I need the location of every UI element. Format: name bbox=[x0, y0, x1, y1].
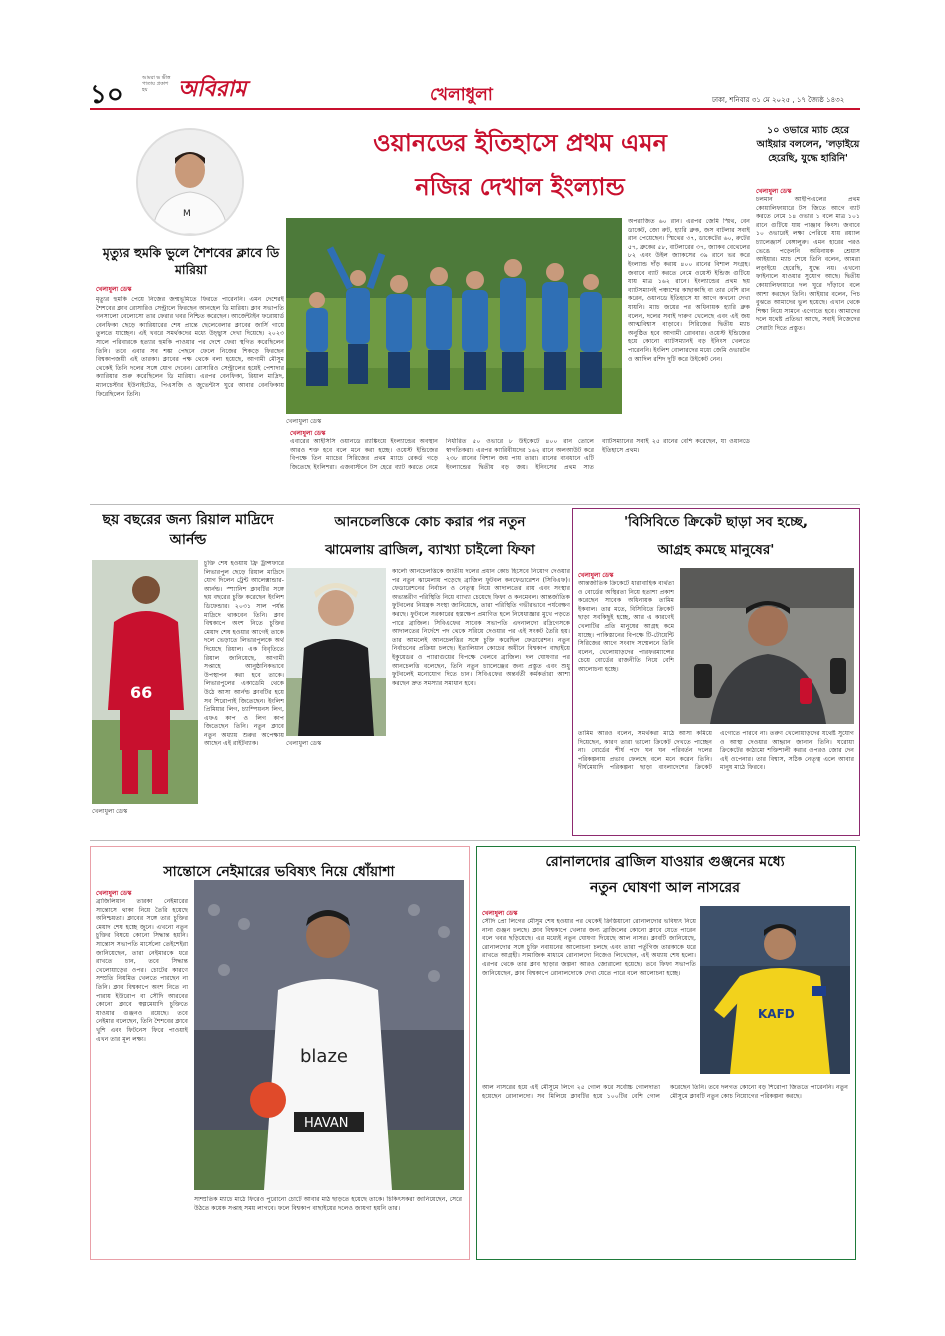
arnold-photo bbox=[92, 560, 198, 804]
tamim-photo bbox=[680, 568, 854, 724]
svg-text:blaze: blaze bbox=[300, 1046, 348, 1067]
dimaria-headline: মৃত্যুর হুমকি ভুলে শৈশবের ক্লাবে ডি মারিয়া bbox=[102, 245, 280, 277]
bcb-headline-line1: 'বিসিবিতে ক্রিকেট ছাড়া সব হচ্ছে, bbox=[624, 514, 808, 530]
ronaldo-body: সৌদি প্রো লিগের মৌসুম শেষ হওয়ার পর থেকেই ক্রিস্তিয়ানো রোনালদোর ভবিষ্যৎ নিয়ে নানা গুঞ্জন চলছে। ক্লাব বিশ্বকাপে খেলার জন্য ব্রাজিলের কোনো ক্লাবে যেতে পারেন বলে খবর ছড়িয়েছে। এর মধ্যেই নতুন ঘোষণা দিয়েছে আল নাসর। ক্লাবটি জানিয়েছে, রোনালদোর সঙ্গে চুক্তি নবায়নের আলোচনা চলছে এবং তারা পর্তুগিজ তারকাকে ধরে রাখতে আগ্রহী। সামাজিক মাধ্যমে রোনালদো নিজেও লিখেছেন, এই অধ্যায় শেষ হলো। এরপর থেকে তার ক্লাব ছাড়ার জল্পনা আরও জোরালো হয়েছে। তবে ফিফা সভাপতি জানিয়েছেন, ক্লাব বিশ্বকাপে রোনালদোকে দেখা যেতে পারে বলে আলোচনা হচ্ছে। bbox=[482, 918, 696, 977]
bcb-byline: খেলাধুলা ডেস্ক bbox=[578, 572, 614, 579]
arnold-body: চুক্তি শেষ হওয়ায় ফ্রি ট্রান্সফারে লিভারপুল ছেড়ে রিয়াল মাদ্রিদে যোগ দিলেন ট্রেন্ট আলেক্সান্ডার-আর্নল্ড। স্প্যানিশ ক্লাবটির সঙ্গে ছয় বছরের চুক্তি করেছেন ইংলিশ ডিফেন্ডার। ২০৩১ সাল পর্যন্ত মাদ্রিদে থাকবেন তিনি। ক্লাব বিশ্বকাপে অংশ নিতে চুক্তির মেয়াদ শেষ হওয়ার আগেই তাকে দলে ভেড়াতে লিভারপুলকে অর্থ দিয়েছে রিয়াল। এক বিবৃতিতে রিয়াল জানিয়েছে, আগামী সপ্তাহে আনুষ্ঠানিকভাবে উপস্থাপন করা হবে তাকে। লিভারপুলের একাডেমি থেকে উঠে আসা আর্নল্ড ক্লাবটির হয়ে সব শিরোপাই জিতেছেন। ইংলিশ প্রিমিয়ার লিগ, চ্যাম্পিয়নস লিগ, এফএ কাপ ও লিগ কাপ জিতেছেন তিনি। নতুন ক্লাবে নতুন অধ্যায় শুরুর অপেক্ষায় আছেন এই রাইটব্যাক। bbox=[204, 560, 284, 748]
england-headline-line1: ওয়ানডের ইতিহাসে প্রথম এমন bbox=[373, 129, 667, 157]
section-title: খেলাধুলা bbox=[430, 85, 493, 105]
ireland-byline: খেলাধুলা ডেস্ক bbox=[756, 188, 792, 195]
dimaria-body: মৃত্যুর হুমকি পেয়ে নিজের জন্মভূমিতে ফিরতে পারেননি। এমন দেশেরই শৈশবের ক্লাব রোসারিও সেন্ট্রালে ফিরছেন আনহেল ডি মারিয়া। ক্লাব সভাপতি গনসালো বেলোসো তার ফেরার খবর নিশ্চিত করেছেন। আর্জেন্টাইন ফরোয়ার্ড বেনফিকা ছেড়ে ক্যারিয়ারের শেষ প্রান্তে ছেলেবেলার ক্লাবের জার্সি গায়ে তুলতে যাচ্ছেন। এই খবরে সমর্থকদের মধ্যে উচ্ছ্বাস দেখা দিয়েছে। ২০২৩ সালে পরিবারকে হত্যার হুমকি পাওয়ার পর দেশে ফেরা স্থগিত করেছিলেন তিনি। তবে এবার সব শঙ্কা পেছনে ফেলে নিজের শিকড়ে ফিরছেন বিশ্বকাপজয়ী এই তারকা। ক্লাবের পক্ষ থেকে বলা হয়েছে, আগামী মৌসুম থেকেই তিনি দলের সঙ্গে যোগ দেবেন। রোসারিও সেন্ট্রালের হয়েই পেশাদার ক্যারিয়ার শুরু করেছিলেন ডি মারিয়া। এরপর বেনফিকা, রিয়াল মাদ্রিদ, ম্যানচেস্টার ইউনাইটেড, পিএসজি ও জুভেন্টাস ঘুরে আবার বেনফিকায় ফিরেছিলেন তিনি। bbox=[96, 296, 284, 398]
neymar-body: ব্রাজিলিয়ান তারকা নেইমারের সান্তোসে থাকা নিয়ে তৈরি হয়েছে অনিশ্চয়তা। ক্লাবের সঙ্গে তার চুক্তির মেয়াদ শেষ হচ্ছে জুনে। এখনো নতুন চুক্তির বিষয়ে কোনো সিদ্ধান্ত হয়নি। সান্তোস সভাপতি মার্সেলো তেইশেইরা জানিয়েছেন, তারা নেইমারকে ধরে রাখতে চান, তবে সিদ্ধান্ত খেলোয়াড়ের ওপর। চোটের কারণে সম্প্রতি নিয়মিত খেলতে পারছেন না তিনি। ক্লাব বিশ্বকাপে অংশ নিতে না পারায় ইউরোপ বা সৌদি আরবের কোনো ক্লাবে স্বল্পমেয়াদি চুক্তিতে যাওয়ার গুঞ্জনও রয়েছে। তবে নেইমার বলেছেন, তিনি শৈশবের ক্লাবে খুশি এবং ফিটনেস ফিরে পাওয়াই এখন তার মূল লক্ষ্য। bbox=[96, 898, 188, 1043]
ronaldo-headline-line2: নতুন ঘোষণা আল নাসরের bbox=[590, 880, 740, 896]
ancelotti-headline-line1: আনচেলত্তিকে কোচ করার পর নতুন bbox=[334, 514, 526, 530]
logo-text: অবিরাম bbox=[178, 76, 247, 102]
ronaldo-body-bottom: আল নাসরের হয়ে এই মৌসুমে লিগে ২৫ গোল করে সর্বোচ্চ গোলদাতা হয়েছেন রোনালদো। সব মিলিয়ে ক্লাবটির হয়ে ১০০টির বেশি গোল করেছেন তিনি। তবে দলগত কোনো বড় শিরোপা জিততে পারেননি। নতুন মৌসুমে ক্লাবটি নতুন কোচ নিয়োগের পরিকল্পনা করছে। bbox=[482, 1084, 848, 1100]
logo-tagline: আমরা ভ ভীত্ত পাতায় প্রকাশ হয় bbox=[142, 75, 171, 93]
ancelotti-body: কার্লো আনচেলত্তিকে জাতীয় দলের প্রধান কোচ হিসেবে নিয়োগ দেওয়ার পর নতুন ঝামেলায় পড়েছে ব্রাজিল ফুটবল কনফেডারেশন (সিবিএফ)। ফেডারেশনের নির্বাচন ও নেতৃত্ব নিয়ে আদালতের রায় এবং সংস্থার অভ্যন্তরীণ পরিস্থিতি নিয়ে ব্যাখ্যা চেয়েছে ফিফা ও কনমেবল। আন্তর্জাতিক ফুটবলের নিয়ন্ত্রক সংস্থা জানিয়েছে, তারা পরিস্থিতি গভীরভাবে পর্যবেক্ষণ করছে। ফুটবলে সরকারের হস্তক্ষেপ প্রমাণিত হলে নিষেধাজ্ঞার মুখে পড়তে পারে ব্রাজিল। সিবিএফের সাবেক সভাপতি এদনালদো রদ্রিগেসকে আদালতের নির্দেশে পদ থেকে সরিয়ে দেওয়ার পর এই সংকট তৈরি হয়। তার আমলেই আনচেলত্তির সঙ্গে চুক্তি করেছিল ফেডারেশন। নতুন নির্বাচনের প্রক্রিয়া চলছে। ইতালিয়ান কোচের অধীনে বিশ্বকাপ বাছাইয়ে ইকুয়েডর ও প্যারাগুয়ের বিপক্ষে খেলবে ব্রাজিল। দল ঘোষণার পর আনচেলত্তি বলেছেন, তিনি নতুন চ্যালেঞ্জের জন্য প্রস্তুত এবং শুধু ফুটবলেই মনোযোগ দিতে চান। সিবিএফের অন্তর্বর্তী কর্মকর্তারা আশা করছেন দ্রুত সমস্যার সমাধান হবে। bbox=[392, 568, 570, 687]
newspaper-logo bbox=[142, 72, 252, 100]
neymar-byline: খেলাধুলা ডেস্ক bbox=[96, 890, 132, 897]
england-body-bottom: এবারের আইসিসি ওয়ানডে র‍্যাঙ্কিংয়ে ইংল্যান্ডের অবস্থান আরও শক্ত হবে বলে মনে করা হচ্ছে। ওয়েস্ট ইন্ডিজের বিপক্ষে তিন ম্যাচের সিরিজের প্রথম ম্যাচে রেকর্ড গড়ে জিতেছে ইংলিশরা। এজবাস্টনে টস হেরে ব্যাট করতে নেমে নির্ধারিত ৫০ ওভারে ৮ উইকেটে ৪০০ রান তোলে স্বাগতিকরা। এরপর ক্যারিবীয়দের ১৬২ রানে অলআউট করে ২৩৮ রানের বিশাল জয় পায় তারা। রানের ব্যবধানে এটি ইংল্যান্ডের দ্বিতীয় বড় জয়। ইনিংসের প্রথম সাত ব্যাটসম্যানের সবাই ২৫ রানের বেশি করেছেন, যা ওয়ানডে ইতিহাসে প্রথম। bbox=[290, 438, 750, 471]
svg-text:M: M bbox=[183, 209, 191, 219]
england-photo-caption: খেলাধুলা ডেস্ক bbox=[286, 418, 322, 425]
ancelotti-headline-line2: ঝামেলায় ব্রাজিল, ব্যাখ্যা চাইলো ফিফা bbox=[325, 542, 535, 558]
bcb-body-left: আন্তর্জাতিক ক্রিকেটে ধারাবাহিক ব্যর্থতা ও বোর্ডের অস্থিরতা নিয়ে হতাশা প্রকাশ করেছেন সাবেক অধিনায়ক তামিম ইকবাল। তার মতে, বিসিবিতে ক্রিকেট ছাড়া সবকিছুই হচ্ছে, আর এ কারণেই খেলাটির প্রতি মানুষের আগ্রহ কমে যাচ্ছে। পাকিস্তানের বিপক্ষে টি-টোয়েন্টি সিরিজের আগে সংবাদ সম্মেলনে তিনি বলেন, খেলোয়াড়দের পারফরম্যান্সের চেয়ে বোর্ডের রাজনীতি নিয়ে বেশি আলোচনা হচ্ছে। bbox=[578, 580, 674, 673]
england-team-photo bbox=[286, 218, 622, 414]
neymar-headline: সান্তোসে নেইমারের ভবিষ্যৎ নিয়ে ধোঁয়াশা bbox=[163, 864, 395, 880]
svg-text:66: 66 bbox=[130, 683, 153, 702]
row-divider-1 bbox=[90, 504, 860, 505]
dimaria-byline: খেলাধুলা ডেস্ক bbox=[96, 286, 132, 293]
england-headline-line2: নজির দেখাল ইংল্যান্ড bbox=[415, 173, 625, 201]
svg-text:HAVAN: HAVAN bbox=[304, 1116, 349, 1131]
arnold-photo-caption: খেলাধুলা ডেস্ক bbox=[92, 808, 128, 815]
neymar-photo bbox=[194, 880, 464, 1190]
dateline: ঢাকা, শনিবার ৩১ মে ২০২৫ , ১৭ জ্যৈষ্ঠ ১৪৩২ bbox=[712, 96, 845, 104]
dimaria-photo bbox=[136, 128, 244, 236]
england-body-right: অপরাজিত ৬০ রান। এরপর জেমি স্মিথ, বেন ডাকেট, জো রুট, হ্যারি ব্রুক, জস বাটলার সবাই রান পেয়েছেন। স্মিথের ৩৭, ডাকেটের ৬০, রুটের ৫৭, ব্রুকের ৫৮, বাটলারের ৩৭, জ্যাকব বেথেলের ৮২ এবং উইল জ্যাকসের ৩৯ রানে ভর করে ইংল্যান্ড দাঁড় করায় ৪০০ রানের বিশাল সংগ্রহ। জবাবে ব্যাট করতে নেমে ওয়েস্ট ইন্ডিজ গুটিয়ে যায় মাত্র ১৬২ রানে। ইংল্যান্ডের প্রথম ছয় ব্যাটসম্যানই পঞ্চাশের কাছাকাছি বা তার বেশি রান করেন, ওয়ানডে ইতিহাসে যা আগে কখনো দেখা যায়নি। ম্যাচ জয়ের পর অধিনায়ক হ্যারি ব্রুক বলেন, দলের সবাই দারুণ খেলেছে এবং এই জয় আত্মবিশ্বাস বাড়াবে। সিরিজের দ্বিতীয় ম্যাচ অনুষ্ঠিত হবে আগামী রোববার। ওয়েস্ট ইন্ডিজের হয়ে কোনো ব্যাটসম্যানই বড় ইনিংস খেলতে পারেননি। ইংলিশ বোলারদের মধ্যে জেমি ওভারটন ও আদিল রশিদ দুটি করে উইকেট নেন। bbox=[628, 218, 750, 363]
ronaldo-byline: খেলাধুলা ডেস্ক bbox=[482, 910, 518, 917]
ireland-body: চলমান আইপিএলের প্রথম কোয়ালিফায়ারে টস জিতে আগে ব্যাট করতে নেমে ১৪ ওভার ১ বলে মাত্র ১০১ রানে গুটিয়ে যায় পাঞ্জাব কিংস। জবাবে ১০ ওভারেই লক্ষ্য পেরিয়ে যায় রয়্যাল চ্যালেঞ্জার্স বেঙ্গালুরু। এমন হারের পরও ভেঙে পড়েননি অধিনায়ক শ্রেয়াস আইয়ার। ম্যাচ শেষে তিনি বলেন, আমরা লড়াইয়ে হেরেছি, যুদ্ধে নয়। এখনো ফাইনালে যাওয়ার সুযোগ আছে। দ্বিতীয় কোয়ালিফায়ারে দল ঘুরে দাঁড়াবে বলে আশা করছেন তিনি। আইয়ার বলেন, পিচ বুঝতে আমাদের ভুল হয়েছে। এখান থেকে শিক্ষা নিয়ে সামনে এগোতে হবে। আমাদের দলে যথেষ্ট প্রতিভা আছে, সবাই নিজেদের সেরাটা দিতে প্রস্তুত। bbox=[756, 196, 860, 332]
page-number: ১০ bbox=[90, 80, 124, 110]
masthead-rule bbox=[90, 108, 860, 110]
ronaldo-photo bbox=[700, 906, 850, 1074]
ireland-headline: ১০ ওভারে ম্যাচ হেরে আইয়ার বললেন, 'লড়াইয়ে হেরেছি, যুদ্ধে হারিনি' bbox=[756, 125, 860, 164]
arnold-headline: ছয় বছরের জন্য রিয়াল মাদ্রিদে আর্নল্ড bbox=[102, 512, 274, 548]
bcb-headline-line2: আগ্রহ কমছে মানুষের' bbox=[657, 542, 775, 558]
neymar-body-bottom: সাম্প্রতিক ম্যাচে মাঠে ফিরেও পুরোনো চোটে আবার মাঠ ছাড়তে হয়েছে তাকে। চিকিৎসকরা জানিয়েছেন, সেরে উঠতে কয়েক সপ্তাহ সময় লাগবে। ফলে বিশ্বকাপ বাছাইয়ের দলেও জায়গা হয়নি তার। bbox=[194, 1196, 462, 1212]
ancelotti-photo-caption: খেলাধুলা ডেস্ক bbox=[286, 740, 322, 747]
row-divider-2 bbox=[90, 840, 860, 841]
ronaldo-headline-line1: রোনালদোর ব্রাজিল যাওয়ার গুঞ্জনের মধ্যে bbox=[545, 854, 785, 870]
ancelotti-photo bbox=[286, 568, 386, 736]
bcb-body-right: তামিম আরও বলেন, সমর্থকরা মাঠে আসা কমিয়ে দিয়েছেন, কারণ তারা ভালো ক্রিকেট দেখতে পাচ্ছেন না। বোর্ডের শীর্ষ পদে ঘন ঘন পরিবর্তন দলের পরিকল্পনায় প্রভাব ফেলছে বলে মনে করেন তিনি। দীর্ঘমেয়াদি পরিকল্পনা ছাড়া বাংলাদেশের ক্রিকেট এগোতে পারবে না। তরুণ খেলোয়াড়দের যথেষ্ট সুযোগ ও আস্থা দেওয়ার আহ্বান জানান তিনি। ঘরোয়া ক্রিকেটের কাঠামো শক্তিশালী করার ওপরও জোর দেন এই ওপেনার। তার বিশ্বাস, সঠিক নেতৃত্ব এলে আবার মানুষ মাঠে ফিরবে। bbox=[578, 730, 854, 772]
svg-text:KAFD: KAFD bbox=[758, 1007, 795, 1021]
england-byline: খেলাধুলা ডেস্ক bbox=[290, 430, 326, 437]
